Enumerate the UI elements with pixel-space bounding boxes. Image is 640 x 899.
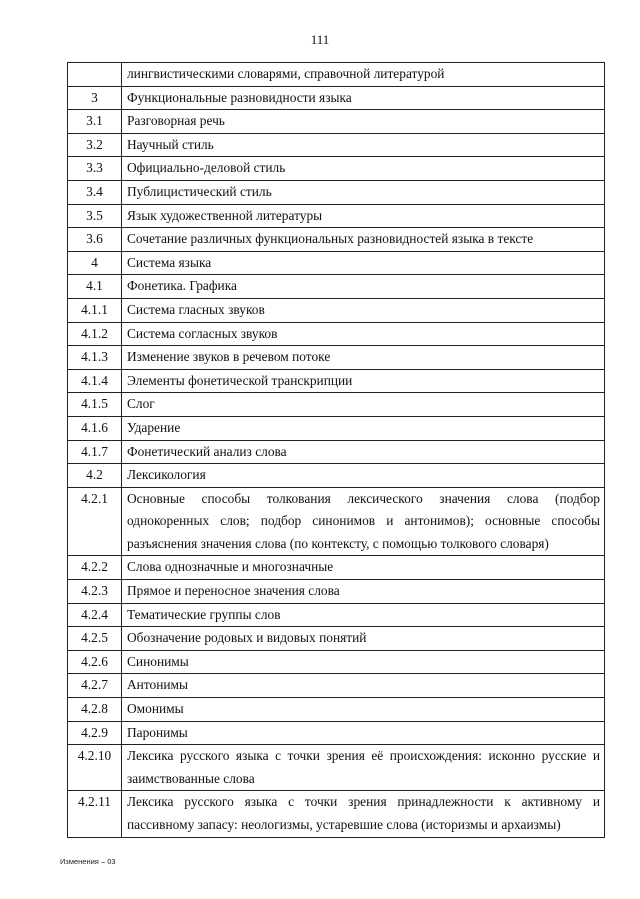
section-title-cell: Обозначение родовых и видовых понятий — [122, 627, 605, 651]
table-row — [68, 63, 605, 87]
section-number-cell: 4.2.6 — [68, 650, 122, 674]
section-number-cell: 4.2.10 — [68, 745, 122, 791]
section-title-cell: Система согласных звуков — [122, 322, 605, 346]
section-number-cell: 4.1.1 — [68, 298, 122, 322]
table-row — [68, 440, 605, 464]
table-row — [68, 791, 605, 837]
section-title-cell: лингвистическими словарями, справочной литературой — [122, 63, 605, 87]
section-number-cell: 4.2.4 — [68, 603, 122, 627]
section-number-cell: 3 — [68, 86, 122, 110]
table-row — [68, 275, 605, 299]
section-number-cell: 4.2.3 — [68, 580, 122, 604]
section-number-cell: 4.2 — [68, 464, 122, 488]
section-number-cell: 3.2 — [68, 133, 122, 157]
section-title-cell: Система гласных звуков — [122, 298, 605, 322]
section-number-cell: 4.2.8 — [68, 698, 122, 722]
section-title-cell: Элементы фонетической транскрипции — [122, 369, 605, 393]
section-number-cell: 4.1.7 — [68, 440, 122, 464]
table-row — [68, 298, 605, 322]
section-number-cell: 4.2.2 — [68, 556, 122, 580]
table-row — [68, 157, 605, 181]
section-number-cell: 4.2.9 — [68, 721, 122, 745]
section-title-cell: Ударение — [122, 416, 605, 440]
section-number-cell: 3.1 — [68, 110, 122, 134]
section-title-cell: Публицистический стиль — [122, 180, 605, 204]
section-title-cell: Слова однозначные и многозначные — [122, 556, 605, 580]
section-title-cell: Тематические группы слов — [122, 603, 605, 627]
section-number-cell: 4.1 — [68, 275, 122, 299]
table-row — [68, 251, 605, 275]
table-row — [68, 416, 605, 440]
section-number-cell: 3.5 — [68, 204, 122, 228]
section-number-cell: 4.2.7 — [68, 674, 122, 698]
section-title-cell: Разговорная речь — [122, 110, 605, 134]
section-number-cell: 4.1.4 — [68, 369, 122, 393]
section-number-cell: 4.2.1 — [68, 487, 122, 556]
section-title-cell: Основные способы толкования лексического значения слова (подбор однокоренных слов; подбор синонимов и антонимов); основные способы разъяснения значения слова (по контексту, с помощью толкового словаря) — [122, 487, 605, 556]
section-title-cell: Лексика русского языка с точки зрения принадлежности к активному и пассивному запасу: неологизмы, устаревшие слова (историзмы и архаизмы) — [122, 791, 605, 837]
section-number-cell: 4.2.11 — [68, 791, 122, 837]
table-row — [68, 603, 605, 627]
table-row — [68, 627, 605, 651]
section-title-cell: Синонимы — [122, 650, 605, 674]
table-row — [68, 133, 605, 157]
section-number-cell: 4.1.6 — [68, 416, 122, 440]
section-title-cell: Научный стиль — [122, 133, 605, 157]
table-row — [68, 556, 605, 580]
table-row — [68, 487, 605, 556]
section-title-cell: Язык художественной литературы — [122, 204, 605, 228]
table-row — [68, 698, 605, 722]
table-row — [68, 180, 605, 204]
table-row — [68, 369, 605, 393]
table-row — [68, 110, 605, 134]
section-title-cell: Слог — [122, 393, 605, 417]
section-number-cell — [68, 63, 122, 87]
section-title-cell: Фонетический анализ слова — [122, 440, 605, 464]
page-number: 111 — [310, 32, 330, 47]
table-row — [68, 580, 605, 604]
section-title-cell: Омонимы — [122, 698, 605, 722]
section-number-cell: 3.4 — [68, 180, 122, 204]
table-row — [68, 86, 605, 110]
section-title-cell: Паронимы — [122, 721, 605, 745]
section-number-cell: 4.2.5 — [68, 627, 122, 651]
section-number-cell: 4 — [68, 251, 122, 275]
section-title-cell: Система языка — [122, 251, 605, 275]
section-number-cell: 4.1.5 — [68, 393, 122, 417]
table-row — [68, 204, 605, 228]
section-number-cell: 4.1.3 — [68, 346, 122, 370]
table-row — [68, 721, 605, 745]
table-row — [68, 393, 605, 417]
table-body — [68, 63, 605, 838]
content-table — [67, 62, 605, 838]
section-title-cell: Лексикология — [122, 464, 605, 488]
table-row — [68, 650, 605, 674]
table-row — [68, 674, 605, 698]
section-title-cell: Сочетание различных функциональных разновидностей языка в тексте — [122, 228, 605, 252]
section-number-cell: 3.3 — [68, 157, 122, 181]
section-title-cell: Прямое и переносное значения слова — [122, 580, 605, 604]
table-row — [68, 745, 605, 791]
section-number-cell: 4.1.2 — [68, 322, 122, 346]
table-row — [68, 464, 605, 488]
section-title-cell: Функциональные разновидности языка — [122, 86, 605, 110]
footer-revision-note: Изменения – 03 — [60, 857, 116, 866]
section-title-cell: Лексика русского языка с точки зрения её происхождения: исконно русские и заимствованные слова — [122, 745, 605, 791]
table-row — [68, 228, 605, 252]
table-row — [68, 346, 605, 370]
section-title-cell: Антонимы — [122, 674, 605, 698]
section-number-cell: 3.6 — [68, 228, 122, 252]
table-row — [68, 322, 605, 346]
section-title-cell: Официально-деловой стиль — [122, 157, 605, 181]
section-title-cell: Фонетика. Графика — [122, 275, 605, 299]
section-title-cell: Изменение звуков в речевом потоке — [122, 346, 605, 370]
